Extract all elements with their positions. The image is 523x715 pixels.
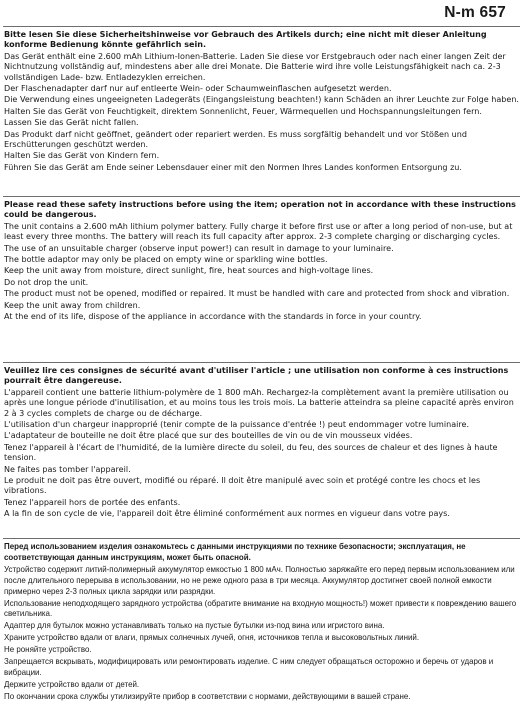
- instruction-item: Использование неподходящего зарядного устройства (обратите внимание на входную мощность!) может привести к повреждению вашего светильника.: [4, 598, 517, 619]
- section-english: [4, 200, 520, 323]
- section-divider: [3, 196, 520, 197]
- section-divider: [3, 538, 520, 539]
- instruction-item: The product must not be opened, modified or repaired. It must be handled with care and protected from shock and vibration.: [4, 289, 510, 299]
- instruction-item: L'appareil contient une batterie lithium-polymère de 1 800 mAh. Rechargez-la complètement avant la première utilisation ou après une longue période d'inutilisation, et au moins tous les trois mois. La batterie atteindra sa pleine capacité après environ 2 à 3 cycles complets de charge ou de décharge.: [4, 387, 514, 418]
- instruction-item: Führen Sie das Gerät am Ende seiner Lebensdauer einer mit den Normen Ihres Landes konformen Entsorgung zu.: [4, 162, 462, 172]
- instruction-item: Держите устройство вдали от детей.: [4, 679, 140, 689]
- instruction-item: Das Gerät enthält eine 2.600 mAh Lithium-Ionen-Batterie. Laden Sie diese vor Erstgebrauch oder nach einer langen Zeit der Nichtnutzung vollständig auf, mindestens aber alle drei Monate. Die Batterie wird ihre volle Leistungsfähigkeit nach ca. 2-3 vollständigen Lade- bzw. Entladezyklen erreichen.: [4, 51, 506, 82]
- instruction-item: Halten Sie das Gerät von Kindern fern.: [4, 151, 160, 161]
- instruction-item: Le produit ne doit pas être ouvert, modifié ou réparé. Il doit être manipulé avec soin et protégé contre les chocs et les vibrations.: [4, 476, 481, 496]
- instruction-item: Das Produkt darf nicht geöffnet, geändert oder repariert werden. Es muss sorgfältig behandelt und vor Stößen und Erschütterungen geschützt werden.: [4, 129, 467, 150]
- instruction-item: Keep the unit away from children.: [4, 300, 141, 310]
- section-divider: [3, 362, 520, 363]
- instruction-item: Do not drop the unit.: [4, 277, 89, 287]
- instruction-item: Tenez l'appareil hors de portée des enfants.: [4, 497, 181, 507]
- instruction-item: Der Flaschenadapter darf nur auf entleerte Wein- oder Schaumweinflaschen aufgesetzt werden.: [4, 84, 392, 94]
- instruction-item: Ne faites pas tomber l'appareil.: [4, 464, 131, 474]
- instruction-item: The bottle adaptor may only be placed on empty wine or sparkling wine bottles.: [4, 255, 328, 265]
- instruction-item: Lassen Sie das Gerät nicht fallen.: [4, 118, 139, 128]
- section-heading: Please read these safety instructions before using the item; operation not in accordance with these instructions could be dangerous.: [4, 200, 516, 220]
- instruction-item: Die Verwendung eines ungeeigneten Ladegeräts (Eingangsleistung beachten!) kann Schäden an ihrer Leuchte zur Folge haben.: [4, 95, 519, 105]
- section-heading: Veuillez lire ces consignes de sécurité avant d'utiliser l'article ; une utilisation non conforme à ces instructions pourrait être dangereuse.: [4, 366, 509, 386]
- instruction-item: По окончании срока службы утилизируйте прибор в соответствии с нормами, действующими в вашей стране.: [4, 691, 411, 701]
- instruction-item: Tenez l'appareil à l'écart de l'humidité, de la lumière directe du soleil, du feu, des sources de chaleur et des lignes à haute tension.: [4, 442, 498, 463]
- instruction-item: The unit contains a 2.600 mAh lithium polymer battery. Fully charge it before first use or after a long period of non-use, but at least every three months. The battery will reach its full capacity after approx. 2-3 complete charging or discharging cycles.: [4, 221, 513, 242]
- instruction-item: The use of an unsuitable charger (observe input power!) can result in damage to your luminaire.: [4, 243, 394, 253]
- instruction-item: Keep the unit away from moisture, direct sunlight, fire, heat sources and high-voltage lines.: [4, 266, 374, 276]
- section-heading: Bitte lesen Sie diese Sicherheitshinweise vor Gebrauch des Artikels durch; eine nicht mit dieser Anleitung konforme Bedienung könnte gefährlich sein.: [4, 30, 487, 50]
- instruction-item: Запрещается вскрывать, модифицировать или ремонтировать изделие. С ним следует обращаться осторожно и беречь от ударов и вибрации.: [4, 657, 494, 677]
- section-french: [4, 366, 520, 521]
- instruction-item: A la fin de son cycle de vie, l'appareil doit être éliminé conformément aux normes en vigueur dans votre pays.: [4, 509, 450, 519]
- instruction-item: Храните устройство вдали от влаги, прямых солнечных лучей, огня, источников тепла и высоковольтных линий.: [4, 633, 420, 643]
- instruction-item: L'utilisation d'un chargeur inapproprié (tenir compte de la puissance d'entrée !) peut endommager votre luminaire.: [4, 420, 470, 430]
- instruction-item: Адаптер для бутылок можно устанавливать только на пустые бутылки из-под вина или игристого вина.: [4, 621, 385, 631]
- top-divider: [3, 26, 520, 27]
- section-german: [4, 30, 520, 174]
- instruction-item: Halten Sie das Gerät von Feuchtigkeit, direktem Sonnenlicht, Feuer, Wärmequellen und Hochspannungsleitungen fern.: [4, 106, 482, 116]
- instruction-item: L'adaptateur de bouteille ne doit être placé que sur des bouteilles de vin ou de vin mousseux vidées.: [4, 431, 413, 441]
- instruction-item: Устройство содержит литий-полимерный аккумулятор емкостью 1 800 мАч. Полностью заряжайте его перед первым использованием или после длительного перерыва в использовании, но не реже одного раза в три месяца. Аккумулятор достигнет своей полной емкости примерно через 2-3 полных цикла зарядки или разрядки.: [4, 564, 515, 596]
- model-number: N-m 657: [444, 4, 506, 21]
- section-heading: Перед использованием изделия ознакомьтесь с данными инструкциями по технике безопасности; эксплуатация, не соответствующая данным инструкциям, может быть опасной.: [4, 542, 466, 562]
- instruction-item: At the end of its life, dispose of the appliance in accordance with the standards in force in your country.: [4, 312, 422, 322]
- instruction-item: Не роняйте устройство.: [4, 645, 92, 655]
- section-russian: [4, 542, 520, 704]
